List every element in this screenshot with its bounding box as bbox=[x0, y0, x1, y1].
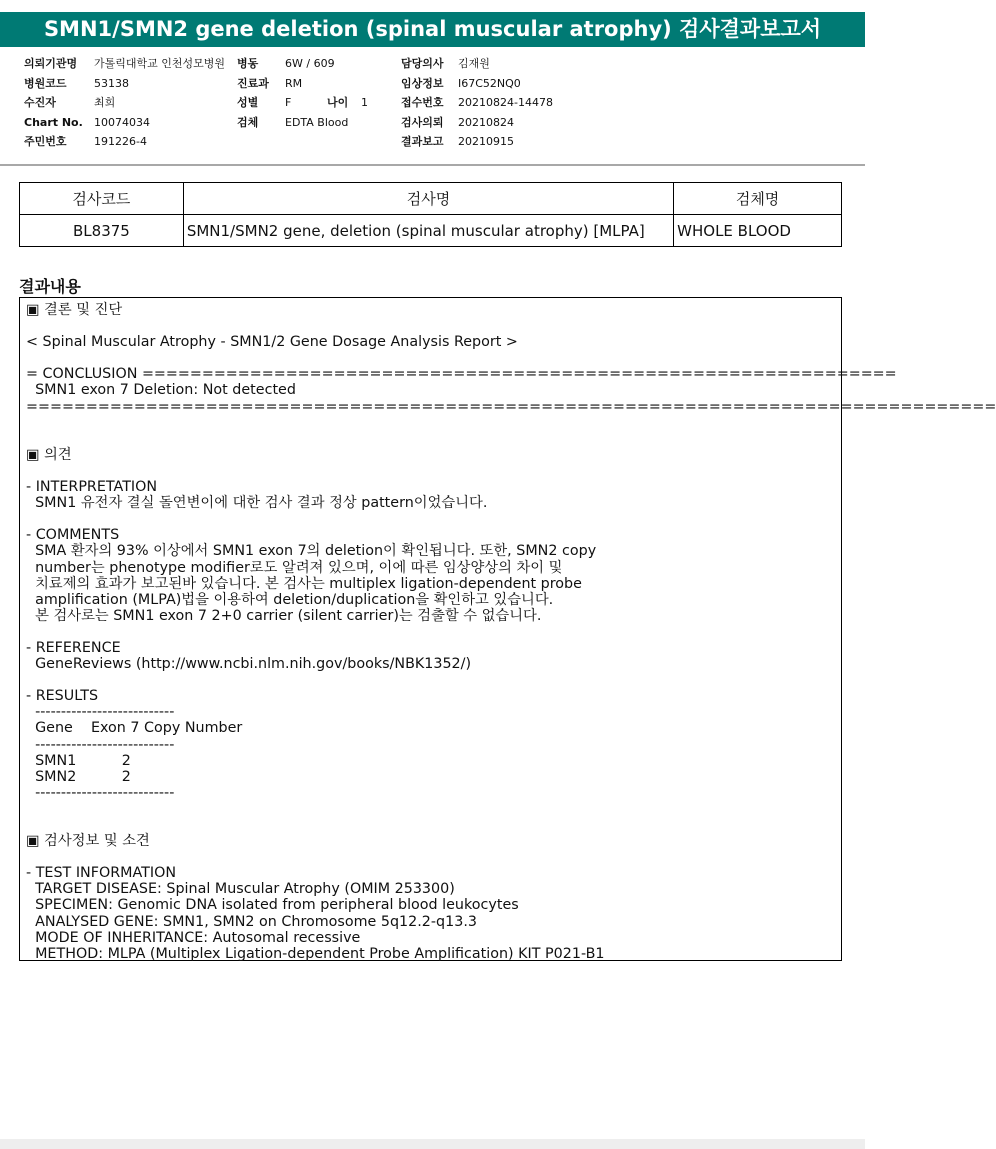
age-value: 1 bbox=[361, 96, 368, 109]
cell-test-code: BL8375 bbox=[20, 215, 184, 247]
patient-info-col3 bbox=[401, 54, 553, 152]
field-value: 53138 bbox=[94, 76, 129, 90]
top-margin bbox=[0, 0, 865, 12]
header-test-code: 검사코드 bbox=[20, 183, 184, 215]
field-label: 검사의뢰 bbox=[401, 115, 444, 129]
header-divider bbox=[0, 164, 865, 166]
field-label: 병원코드 bbox=[24, 76, 67, 90]
age-label: 나이 bbox=[327, 96, 349, 109]
field-label: 성별 bbox=[237, 96, 259, 109]
field-label: 임상정보 bbox=[401, 76, 444, 90]
field-label: 담당의사 bbox=[401, 57, 444, 70]
header-test-name: 검사명 bbox=[183, 183, 673, 215]
field-value: 20210824 bbox=[458, 115, 514, 129]
field-label: 주민번호 bbox=[24, 135, 67, 148]
results-box bbox=[19, 297, 996, 962]
field-value: I67C52NQ0 bbox=[458, 76, 521, 90]
field-value: F bbox=[285, 96, 292, 109]
field-value: 191226-4 bbox=[94, 135, 147, 148]
results-text: ▣ 결론 및 진단 < Spinal Muscular Atrophy - SMN1/2 Gene Dosage Analysis Report > = CONCLUSION =============================================================== SMN1 exon 7 Deletion: Not detected ================================================================================= ▣ 의견 - INTERPRETATION SMN1 유전자 결실 돌연변이에 대한 검사 결과 정상 pattern이었습니다. - COMMENTS SMA 환자의 93% 이상에서 SMN1 exon 7의 deletion이 확인됩니다. 또한, SMN2 copy number는 phenotype modifier로도 알려져 있으며, 이에 따른 임상양상의 차이 및 치료제의 효과가 보고된바 있습니다. 본 검사는 multiplex ligation-dependent probe amplification (MLPA)법을 이용하여 deletion/duplication을 확인하고 있습니다. 본 검사로는 SMN1 exon 7 2+0 carrier (silent carrier)는 검출할 수 없습니다. - REFERENCE GeneReviews (http://www.ncbi.nlm.nih.gov/books/NBK1352/) - RESULTS --------------------------- Gene Exon 7 Copy Number --------------------------- SMN1 2 SMN2 2 --------------------------- ▣ 검사정보 및 소견 - TEST INFORMATION TARGET DISEASE: Spinal Muscular Atrophy (OMIM 253300) SPECIMEN: Genomic DNA isolated from peripheral blood leukocytes ANALYSED GENE: SMN1, SMN2 on Chromosome 5q12.2-q13.3 MODE OF INHERITANCE: Autosomal recessive METHOD: MLPA (Multiplex Ligation-dependent Probe Amplification) KIT P021-B1 bbox=[26, 302, 996, 962]
field-value: 20210915 bbox=[458, 135, 514, 148]
results-section-title: 결과내용 bbox=[19, 277, 81, 296]
field-value: 10074034 bbox=[94, 115, 150, 129]
field-value: 가톨릭대학교 인천성모병원 bbox=[94, 57, 226, 70]
field-value: 최희 bbox=[94, 96, 116, 109]
field-value: RM bbox=[285, 76, 303, 90]
patient-info-col2 bbox=[237, 54, 368, 132]
field-label: 결과보고 bbox=[401, 135, 444, 148]
field-value: 김재원 bbox=[458, 57, 490, 70]
cell-test-name: SMN1/SMN2 gene, deletion (spinal muscular atrophy) [MLPA] bbox=[183, 215, 673, 247]
field-label: 진료과 bbox=[237, 76, 269, 90]
table-row bbox=[20, 215, 842, 247]
cell-specimen: WHOLE BLOOD bbox=[674, 215, 842, 247]
footer-bar bbox=[0, 1139, 865, 1149]
table-header-row bbox=[20, 183, 842, 215]
patient-info-col1 bbox=[24, 54, 225, 152]
field-label: 수진자 bbox=[24, 96, 56, 109]
report-title: SMN1/SMN2 gene deletion (spinal muscular atrophy) 검사결과보고서 bbox=[0, 12, 865, 47]
field-label: 의뢰기관명 bbox=[24, 57, 78, 70]
field-label: 검체 bbox=[237, 115, 259, 129]
field-value: EDTA Blood bbox=[285, 115, 349, 129]
field-value: 6W / 609 bbox=[285, 57, 335, 70]
header-specimen: 검체명 bbox=[674, 183, 842, 215]
field-value: 20210824-14478 bbox=[458, 96, 553, 109]
test-summary-table bbox=[19, 182, 842, 247]
field-label: 병동 bbox=[237, 57, 259, 70]
field-label: 접수번호 bbox=[401, 96, 444, 109]
field-label: Chart No. bbox=[24, 115, 83, 129]
